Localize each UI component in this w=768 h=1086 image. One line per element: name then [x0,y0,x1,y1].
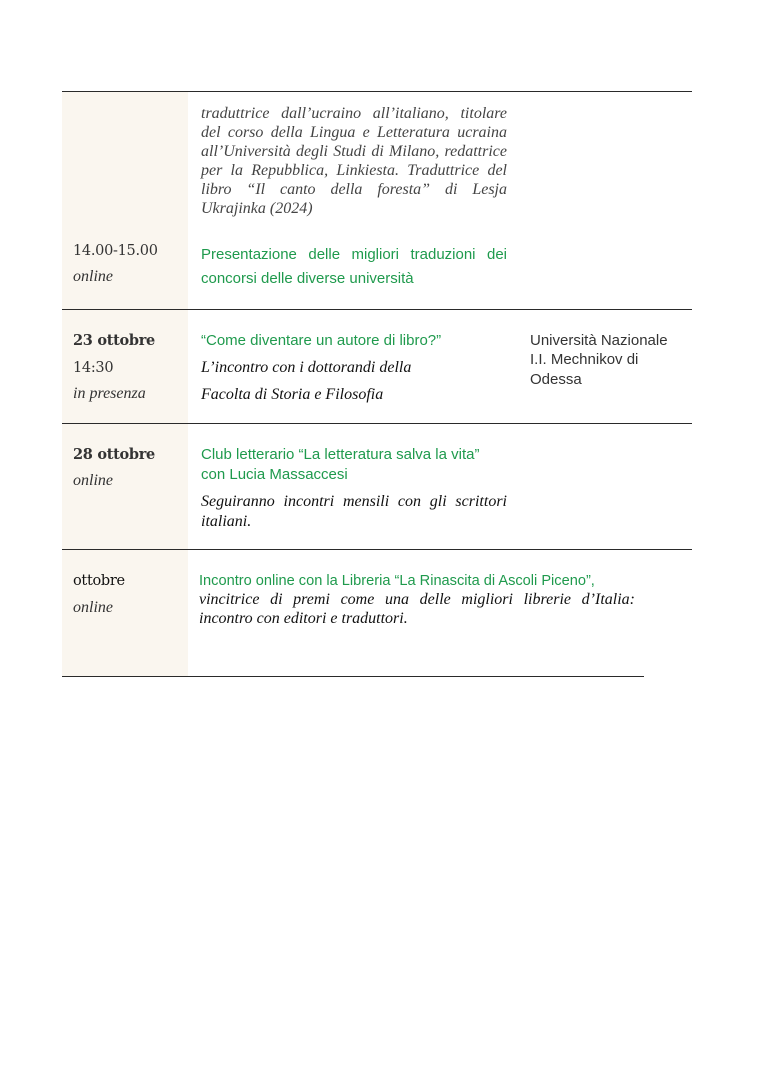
event-description: vincitrice di premi come una delle migliori librerie d’Italia: incontro con editori e traduttori. [199,591,635,627]
event-mode: online [73,599,113,616]
event-title: Presentazione delle migliori traduzioni dei concorsi delle diverse università [201,246,507,287]
event-mode: online [73,268,113,285]
speaker-bio-continuation: traduttrice dall’ucraino all’italiano, titolare del corso della Lingua e Letteratura ucraina all’Università degli Studi di Milano, redattrice per la Repubblica, Linkiesta. Traduttrice del libro “Il canto della foresta” di Lesja Ukrajinka (2024) [201,105,507,217]
table-rule-3 [62,549,692,550]
event-time: 14:30 [73,360,114,376]
event-place-line-2: I.I. Mechnikov di [530,351,639,368]
event-description-line-1: L’incontro con i dottorandi della [201,359,412,376]
event-description-line-2: Facolta di Storia e Filosofia [201,386,384,403]
event-title-line-1: Club letterario “La letteratura salva la vita” [201,446,480,463]
event-title: “Come diventare un autore di libro?” [201,332,442,349]
event-title-line-2: con Lucia Massaccesi [201,466,348,483]
event-time: 14.00-15.00 [73,243,158,259]
event-description: Seguiranno incontri mensili con gli scrittori italiani. [201,493,507,530]
event-place-line-1: Università Nazionale [530,332,668,349]
event-mode: online [73,472,113,489]
table-rule-2 [62,423,692,424]
event-date: 23 ottobre [73,332,155,349]
table-rule-1 [62,309,692,310]
table-rule-bottom [62,676,644,677]
table-rule-top [62,91,692,92]
event-place-line-3: Odessa [530,371,582,388]
event-date: 28 ottobre [73,446,155,463]
event-date: ottobre [73,573,125,589]
event-mode: in presenza [73,385,146,402]
event-title: Incontro online con la Libreria “La Rinascita di Ascoli Piceno”, [199,573,595,589]
